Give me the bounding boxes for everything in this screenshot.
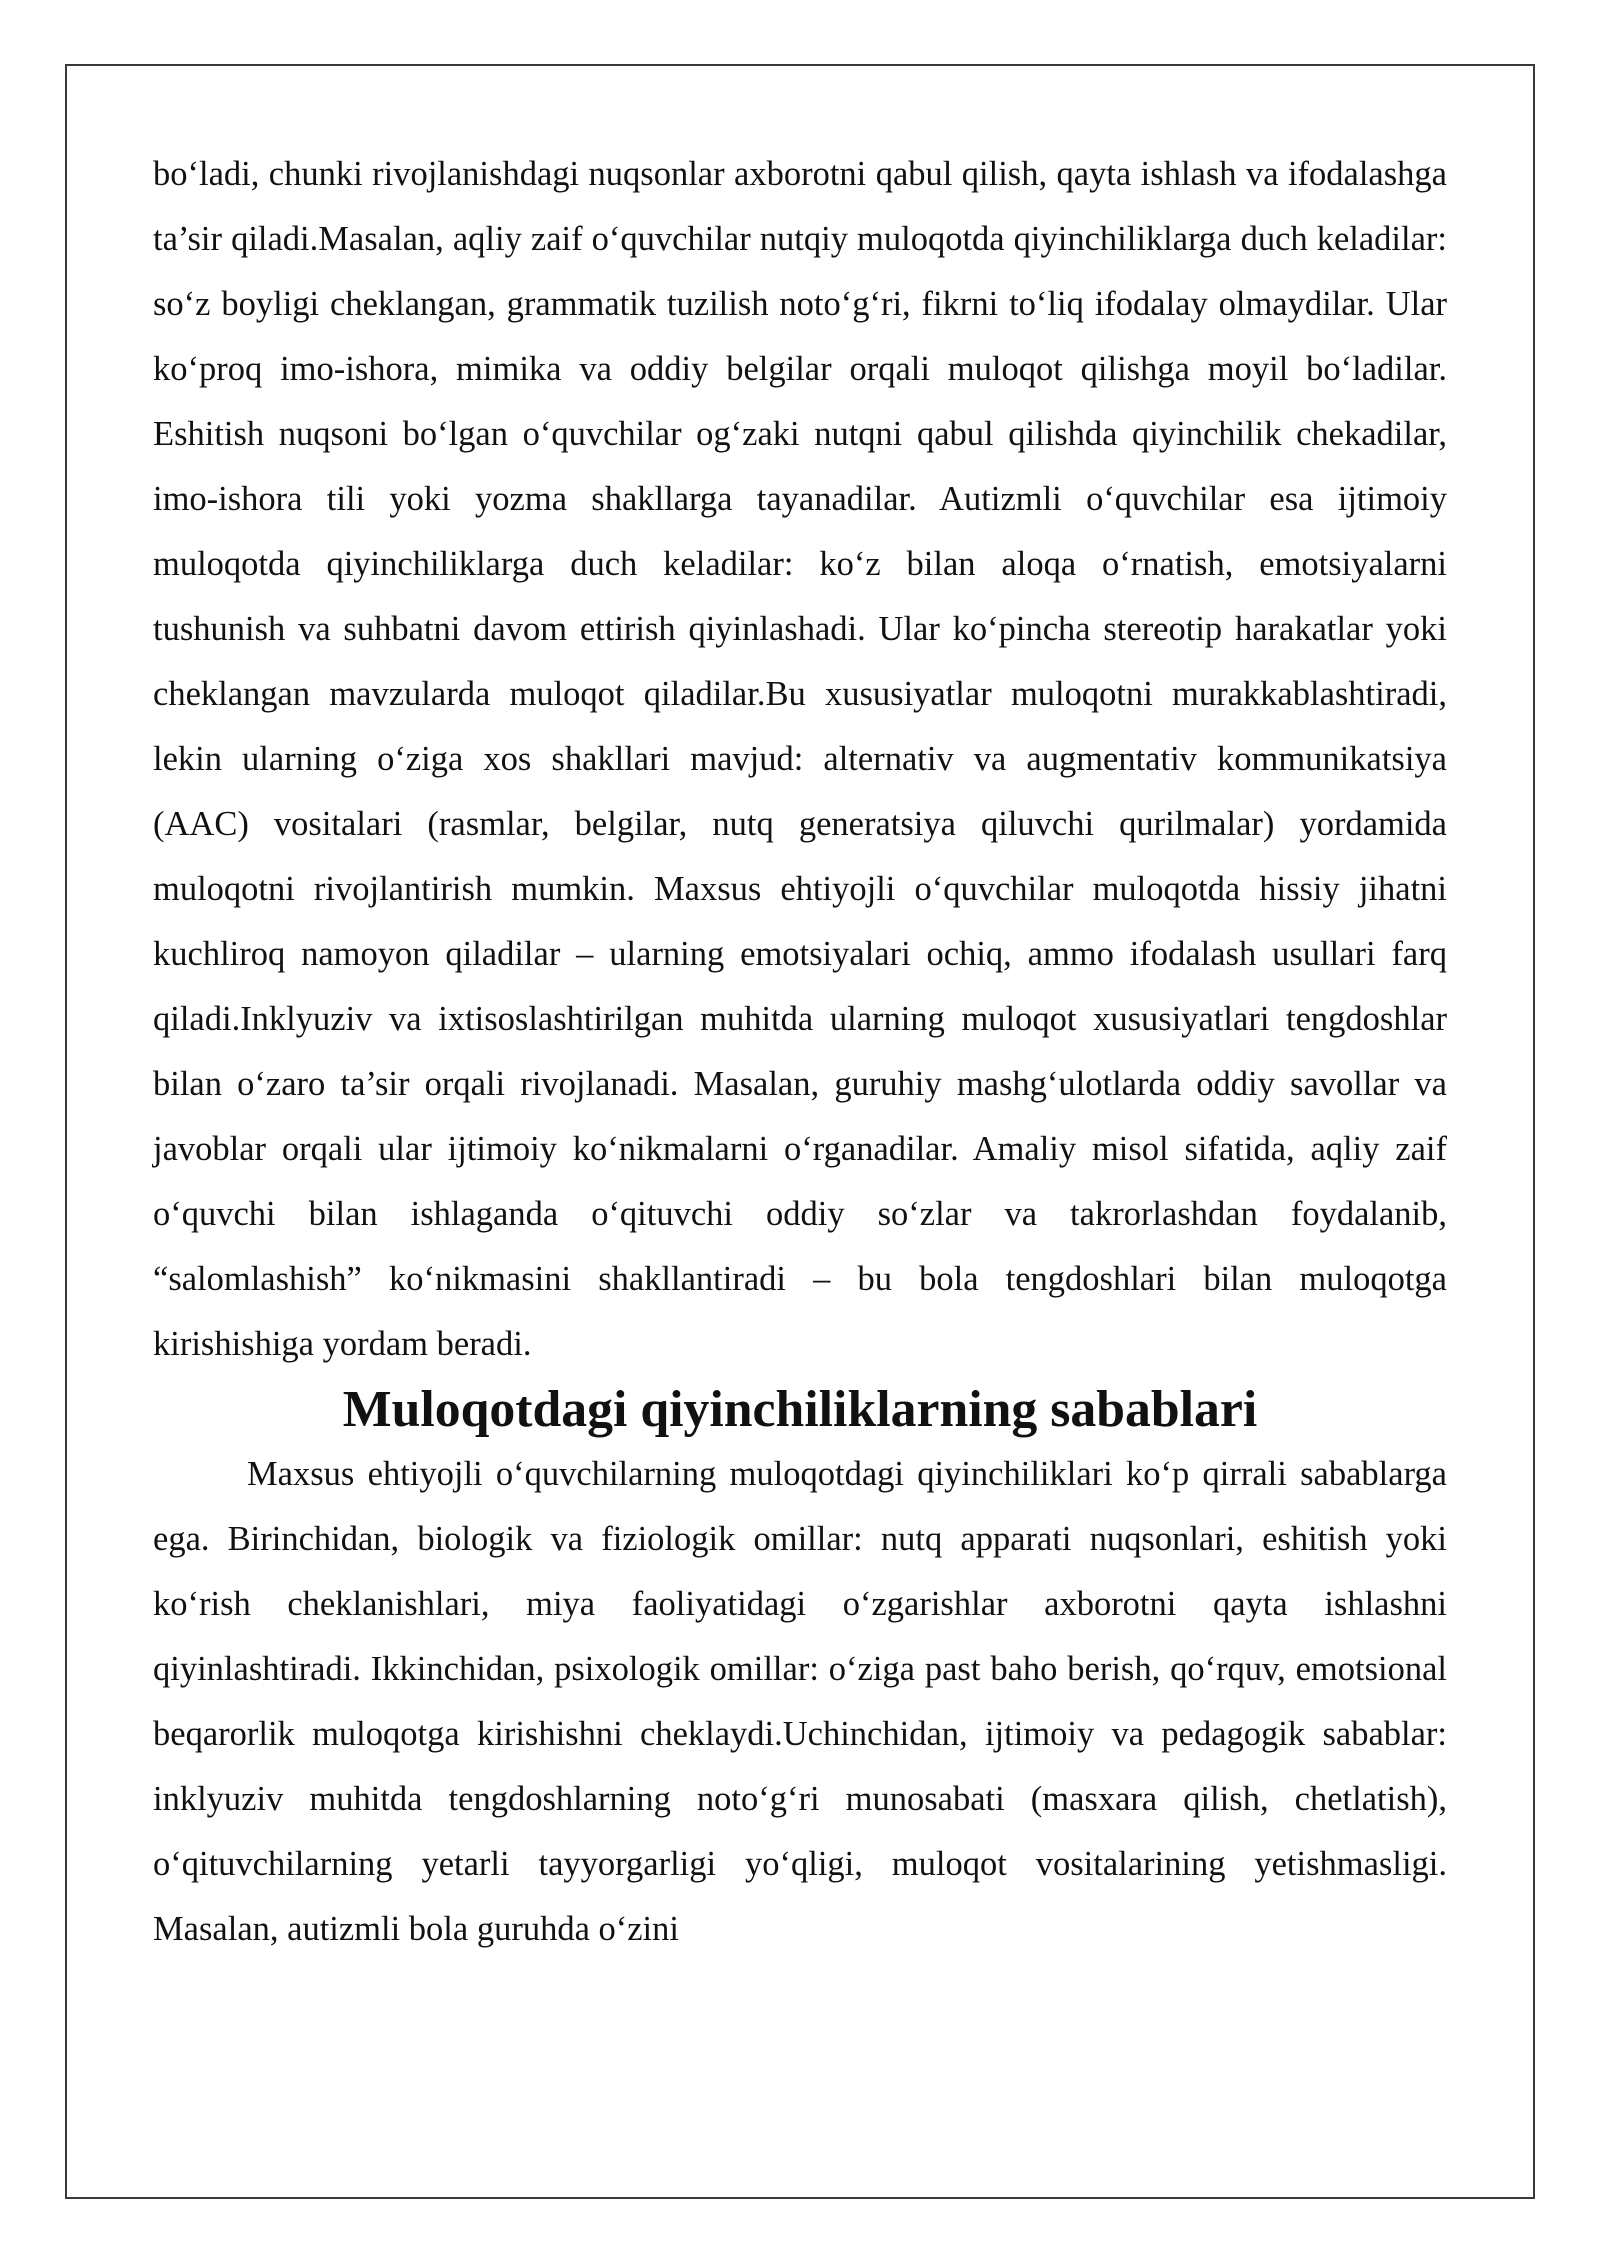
section-heading: Muloqotdagi qiyinchiliklarning sabablari: [342, 1381, 1258, 1438]
document-body: [153, 142, 1447, 1962]
paragraph-new: Maxsus ehtiyojli o‘quvchilarning muloqotdagi qiyinchiliklari ko‘p qirrali sabablarga ega. Birinchidan, biologik va fiziologik omillar: nutq apparati nuqsonlari, eshitish yoki ko‘rish cheklanishlari, miya faoliyatidagi o‘zgarishlar axborotni qayta ishlashni qiyinlashtiradi. Ikkinchidan, psixologik omillar: o‘ziga past baho berish, qo‘rquv, emotsional beqarorlik muloqotga kirishishni cheklaydi.Uchinchidan, ijtimoiy va pedagogik sabablar: inklyuziv muhitda tengdoshlarning noto‘g‘ri munosabati (masxara qilish, chetlatish), o‘qituvchilarning yetarli tayyorgarligi yo‘qligi, muloqot vositalarining yetishmasligi. Masalan, autizmli bola guruhda o‘zini: [153, 1455, 1447, 1948]
paragraph-continued: bo‘ladi, chunki rivojlanishdagi nuqsonlar axborotni qabul qilish, qayta ishlash va ifodalashga ta’sir qiladi.Masalan, aqliy zaif o‘quvchilar nutqiy muloqotda qiyinchiliklarga duch keladilar: so‘z boyligi cheklangan, grammatik tuzilish noto‘g‘ri, fikrni to‘liq ifodalay olmaydilar. Ular ko‘proq imo-ishora, mimika va oddiy belgilar orqali muloqot qilishga moyil bo‘ladilar. Eshitish nuqsoni bo‘lgan o‘quvchilar og‘zaki nutqni qabul qilishda qiyinchilik chekadilar, imo-ishora tili yoki yozma shakllarga tayanadilar. Autizmli o‘quvchilar esa ijtimoiy muloqotda qiyinchiliklarga duch keladilar: ko‘z bilan aloqa o‘rnatish, emotsiyalarni tushunish va suhbatni davom ettirish qiyinlashadi. Ular ko‘pincha stereotip harakatlar yoki cheklangan mavzularda muloqot qiladilar.Bu xususiyatlar muloqotni murakkablashtiradi, lekin ularning o‘ziga xos shakllari mavjud: alternativ va augmentativ kommunikatsiya (AAC) vositalari (rasmlar, belgilar, nutq generatsiya qiluvchi qurilmalar) yordamida muloqotni rivojlantirish mumkin. Maxsus ehtiyojli o‘quvchilar muloqotda hissiy jihatni kuchliroq namoyon qiladilar – ularning emotsiyalari ochiq, ammo ifodalash usullari farq qiladi.Inklyuziv va ixtisoslashtirilgan muhitda ularning muloqot xususiyatlari tengdoshlar bilan o‘zaro ta’sir orqali rivojlanadi. Masalan, guruhiy mashg‘ulotlarda oddiy savollar va javoblar orqali ular ijtimoiy ko‘nikmalarni o‘rganadilar. Amaliy misol sifatida, aqliy zaif o‘quvchi bilan ishlaganda o‘qituvchi oddiy so‘zlar va takrorlashdan foydalanib, “salomlashish” ko‘nikmasini shakllantiradi – bu bola tengdoshlari bilan muloqotga kirishishiga yordam beradi.: [153, 155, 1447, 1363]
